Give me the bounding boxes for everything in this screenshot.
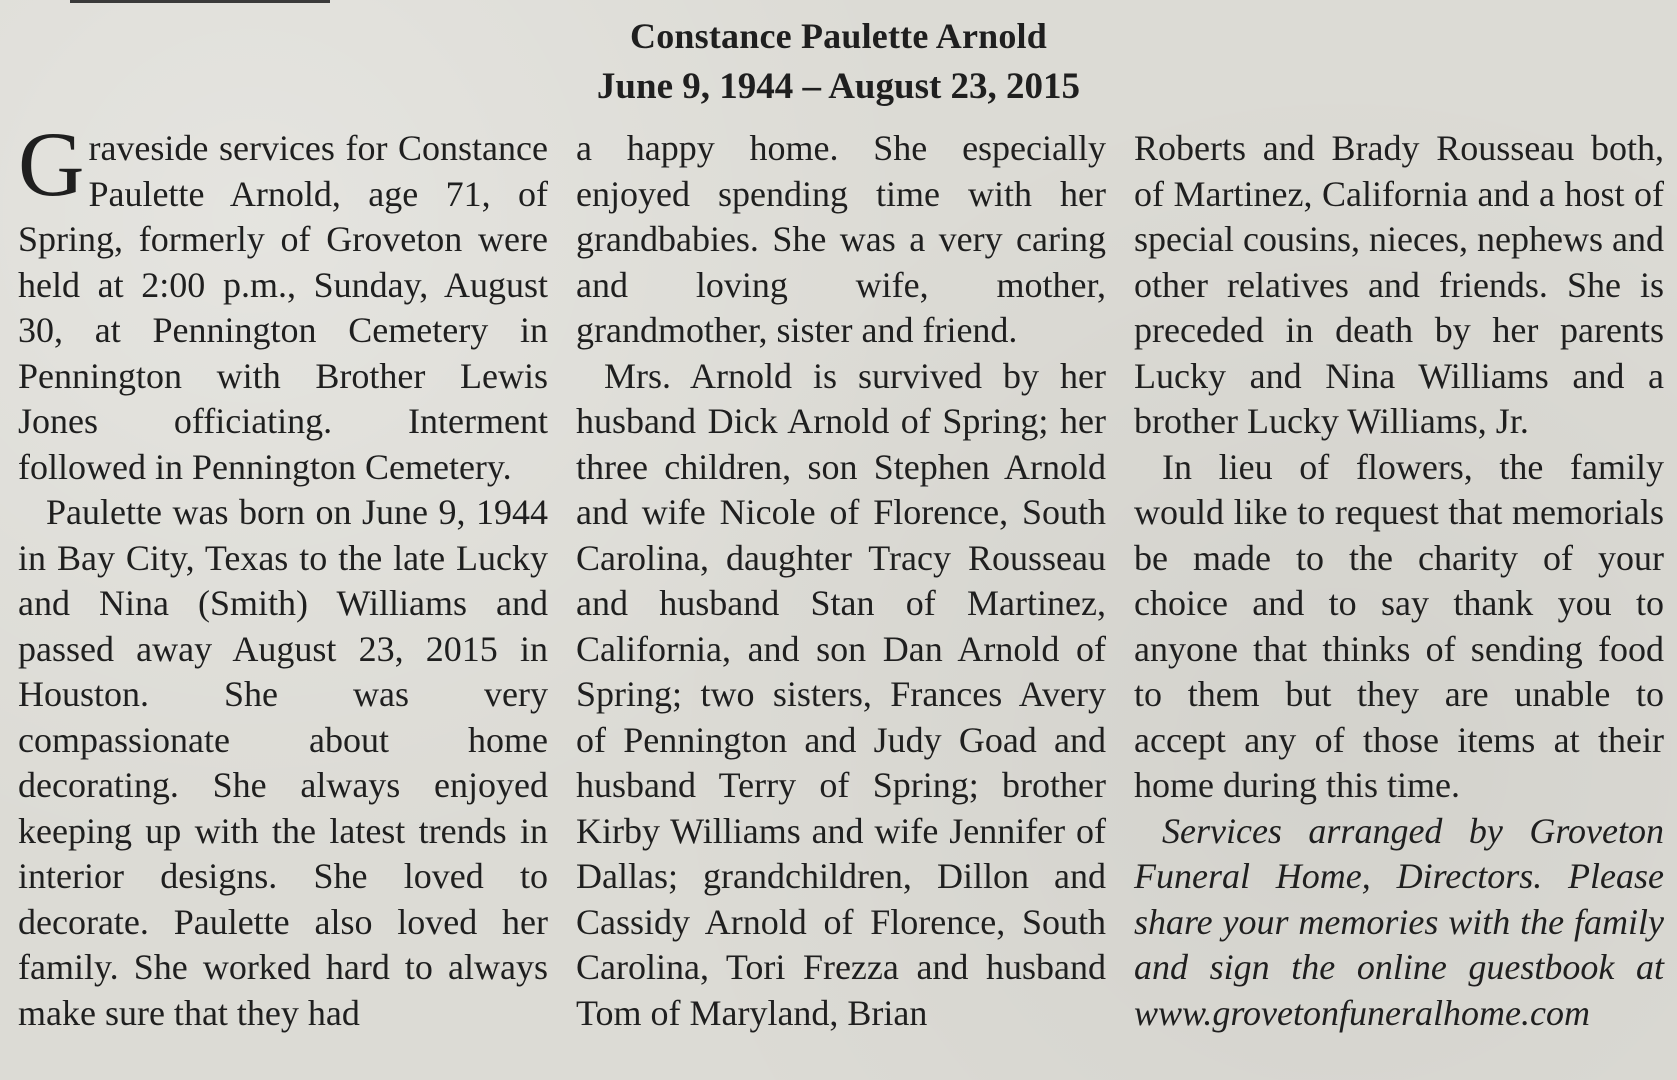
drop-cap: G	[18, 113, 85, 215]
paragraph: In lieu of flowers, the family would like to request that memorials be made to the charity of your choice and to say thank you to anyone that thinks of sending food to them but they are unable to accept any of those items at their home during this time.	[1134, 446, 1664, 805]
paragraph	[18, 113, 548, 490]
column-1	[18, 113, 548, 1036]
column-3	[1134, 126, 1664, 1036]
paragraph: Roberts and Brady Rousseau both, of Martinez, California and a host of special cousins, nieces, nephews and other relatives and friends. She is preceded in death by her parents Lucky and Nina Williams and a brother Lucky Williams, Jr.	[1134, 128, 1664, 441]
funeral-home-credit: Services arranged by Groveton Funeral Home, Directors. Please share your memories with the family and sign the online guestbook at www.grovetonfuneralhome.com	[1134, 810, 1664, 1033]
top-rule	[70, 0, 330, 3]
paragraph: Mrs. Arnold is survived by her husband Dick Arnold of Spring; her three children, son Stephen Arnold and wife Nicole of Florence, South Carolina, daughter Tracy Rousseau and husband Stan of Martinez, California, and son Dan Arnold of Spring; two sisters, Frances Avery of Pennington and Judy Goad and husband Terry of Spring; brother Kirby Williams and wife Jennifer of Dallas; grandchildren, Dillon and Cassidy Arnold of Florence, South Carolina, Tori Frezza and husband Tom of Maryland, Brian	[576, 355, 1106, 1033]
paragraph: Paulette was born on June 9, 1944 in Bay City, Texas to the late Lucky and Nina (Smith) Williams and passed away August 23, 2015 in Houston. She was very compassionate about home decorating. She always enjoyed keeping up with the latest trends in interior designs. She loved to decorate. Paulette also loved her family. She worked hard to always make sure that they had	[18, 492, 548, 1033]
paragraph: a happy home. She especially enjoyed spending time with her grandbabies. She was a very caring and loving wife, mother, grandmother, sister and friend.	[576, 128, 1106, 350]
paragraph-text: raveside services for Constance Paulette Arnold, age 71, of Spring, formerly of Groveton were held at 2:00 p.m., Sunday, August 30, at Pennington Cemetery in Pennington with Brother Lewis Jones officiating. Interment followed in Pennington Cemetery.	[18, 128, 548, 487]
life-dates: June 9, 1944 – August 23, 2015	[596, 66, 1081, 107]
obituary-header	[0, 12, 1677, 114]
article-columns	[18, 113, 1664, 1036]
deceased-name: Constance Paulette Arnold	[630, 16, 1047, 56]
column-2	[576, 126, 1106, 1036]
